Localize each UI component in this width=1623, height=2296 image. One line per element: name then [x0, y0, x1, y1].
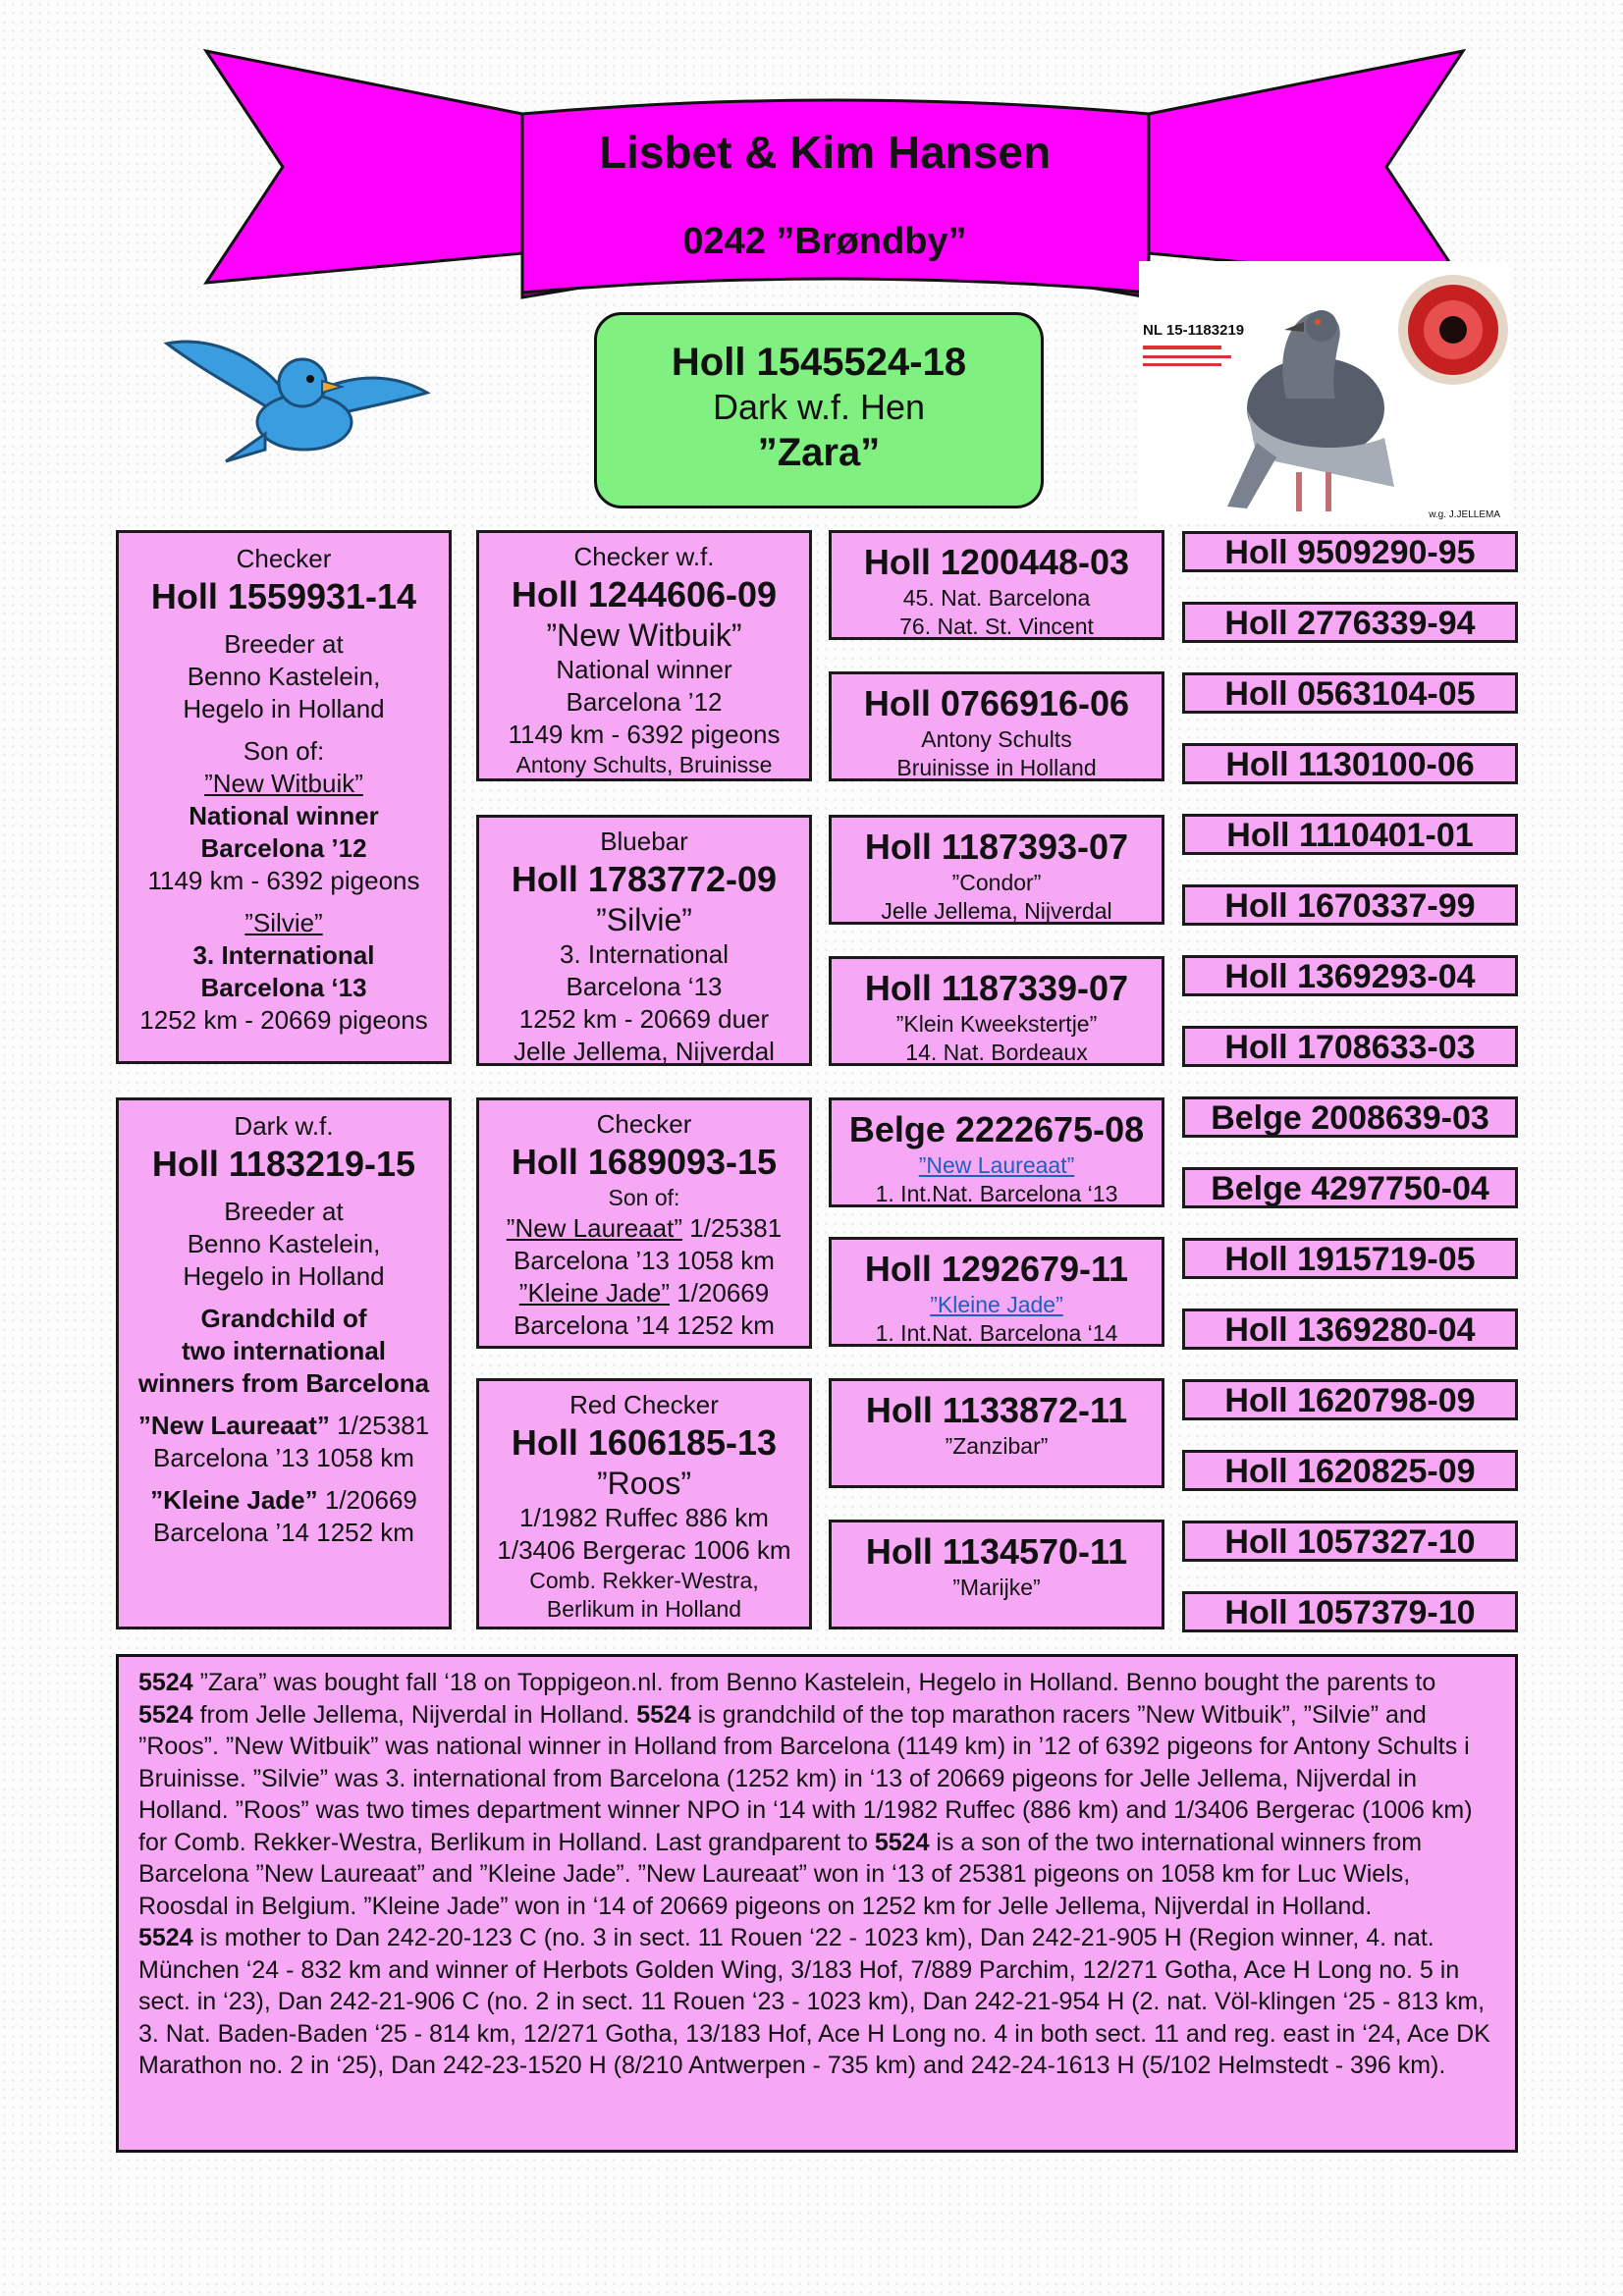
gggp-6: Holl 1670337-99 [1182, 884, 1518, 926]
gp1-line-2: Barcelona ’12 [566, 687, 723, 717]
gggp-9: Belge 2008639-03 [1182, 1096, 1518, 1138]
ggp2-line-1: Antony Schults [921, 726, 1072, 752]
gp-box-2 [476, 815, 812, 1066]
gp4-line-2: 1/3406 Bergerac 1006 km [497, 1535, 791, 1565]
gggp-12: Holl 1369280-04 [1182, 1308, 1518, 1350]
ggp6-name-link[interactable]: ”Kleine Jade” [930, 1292, 1063, 1317]
gp2-color: Bluebar [600, 827, 688, 856]
gp1-line-1: National winner [556, 655, 732, 684]
subject-name: ”Zara” [757, 431, 881, 474]
bluebird-illustration [157, 324, 432, 471]
dam-win2-line: Barcelona ’14 1252 km [153, 1518, 414, 1547]
gp3-p1-name: ”New Laureaat” [506, 1213, 682, 1243]
gp3-p2-result: 1/20669 [676, 1278, 770, 1308]
sire-parent2-line2: Barcelona ‘13 [200, 973, 367, 1002]
notes-box [116, 1654, 1518, 2153]
gp2-ring: Holl 1783772-09 [511, 859, 778, 899]
gp4-line-3: Comb. Rekker-Westra, [529, 1568, 759, 1593]
gp-box-1 [476, 530, 812, 781]
sire-box [116, 530, 452, 1064]
ggp-box-3 [829, 815, 1164, 925]
dam-desc-1: Grandchild of [200, 1304, 367, 1333]
dam-breeder-3: Hegelo in Holland [183, 1261, 385, 1291]
ggp5-line: 1. Int.Nat. Barcelona ‘13 [875, 1181, 1118, 1206]
sire-parent1-line2: Barcelona ’12 [200, 833, 367, 863]
gggp-14: Holl 1620825-09 [1182, 1450, 1518, 1491]
ggp3-line-1: ”Condor” [951, 870, 1042, 895]
ggp-box-7 [829, 1378, 1164, 1488]
dam-win2-result: 1/20669 [324, 1485, 417, 1515]
gp1-line-3: 1149 km - 6392 pigeons [508, 720, 781, 749]
dam-color: Dark w.f. [234, 1111, 334, 1141]
ggp5-ring: Belge 2222675-08 [848, 1109, 1145, 1149]
gp-box-4 [476, 1378, 812, 1629]
gggp-11: Holl 1915719-05 [1182, 1238, 1518, 1279]
dam-box [116, 1097, 452, 1629]
notes-paragraph-2: 5524 is mother to Dan 242-20-123 C (no. 3 in sect. 11 Rouen ‘22 - 1023 km), Dan 242-21-905 H (Region winner, 4. nat. München ‘24 - 832 km and winner of Herbots Golden Wing, 3/183 Hof, 7/889 Parchim, 12/271 Gotha, Ace H Long no. 5 in sect. in ‘23), Dan 242-21-906 C (no. 2 in sect. 11 Rouen ‘23 - 1023 km), Dan 242-21-954 H (2. nat. Völ-klingen ‘25 - 813 km, 3. Nat. Baden-Baden ‘25 - 814 km, 12/271 Gotha, 13/183 Hof, Ace H Long no. 4 in both sect. 11 and reg. east in ‘24, Ace DK Marathon no. 2 in ‘25), Dan 242-23-1520 H (8/210 Antwerpen - 735 km) and 242-24-1613 H (5/102 Helmstedt - 396 km). [138, 1924, 1490, 2079]
sire-breeder-3: Hegelo in Holland [183, 694, 385, 723]
ggp4-line-1: ”Klein Kweekstertje” [895, 1011, 1098, 1037]
gggp-13: Holl 1620798-09 [1182, 1379, 1518, 1420]
ggp5-name-link[interactable]: ”New Laureaat” [918, 1152, 1075, 1178]
ggp2-line-2: Bruinisse in Holland [896, 755, 1097, 780]
sire-son-of: Son of: [243, 736, 325, 766]
gp3-parent2 [479, 1277, 809, 1309]
ggp1-line-1: 45. Nat. Barcelona [902, 585, 1091, 611]
ggp4-ring: Holl 1187339-07 [864, 968, 1129, 1008]
gggp-4: Holl 1130100-06 [1182, 743, 1518, 784]
gp2-name: ”Silvie” [596, 902, 692, 937]
gp1-line-4: Antony Schults, Bruinisse [515, 752, 773, 777]
gggp-8: Holl 1708633-03 [1182, 1026, 1518, 1067]
dam-win1-result: 1/25381 [337, 1411, 430, 1440]
photo-caption: NL 15-1183219 [1143, 322, 1245, 339]
sire-parent1-name: ”New Witbuik” [204, 769, 363, 798]
ggp6-ring: Holl 1292679-11 [864, 1249, 1129, 1289]
gp3-son-of: Son of: [608, 1185, 680, 1210]
dam-breeder-2: Benno Kastelein, [187, 1229, 381, 1258]
photo-credit: w.g. J.JELLEMA [1429, 509, 1500, 520]
gp3-p2-name: ”Kleine Jade” [518, 1278, 670, 1308]
ggp3-line-2: Jelle Jellema, Nijverdal [881, 898, 1112, 924]
dam-win1-line: Barcelona ’13 1058 km [153, 1443, 414, 1472]
ggp-box-5 [829, 1097, 1164, 1207]
breeder-name: Lisbet & Kim Hansen [598, 127, 1052, 178]
gp1-ring: Holl 1244606-09 [511, 574, 778, 614]
sire-ring: Holl 1559931-14 [150, 576, 417, 616]
gp1-color: Checker w.f. [573, 542, 715, 571]
dam-ring: Holl 1183219-15 [151, 1144, 416, 1184]
ggp-box-4 [829, 956, 1164, 1066]
ggp8-line-1: ”Marijke” [952, 1575, 1041, 1600]
gp3-p2-line: Barcelona ’14 1252 km [514, 1310, 775, 1340]
ggp-box-1 [829, 530, 1164, 640]
notes-paragraph-1: 5524 ”Zara” was bought fall ‘18 on Toppigeon.nl. from Benno Kastelein, Hegelo in Holland. Benno bought the parents to 5524 from Jelle Jellema, Nijverdal in Holland. 5524 is grandchild of the top marathon racers ”New Witbuik”, ”Silvie” and ”Roos”. ”New Witbuik” was national winner in Holland from Barcelona (1149 km) in ’12 of 6392 pigeons for Antony Schults i Bruinisse. ”Silvie” was 3. international from Barcelona (1252 km) in ‘13 of 20669 pigeons for Jelle Jellema, Nijverdal in Holland. ”Roos” was two times department winner NPO in ‘14 with 1/1982 Ruffec (886 km) and 1/3406 Bergerac (1006 km) for Comb. Rekker-Westra, Berlikum in Holland. Last grandparent to 5524 is a son of the two international winners from Barcelona ”New Laureaat” and ”Kleine Jade”. ”New Laureaat” won in ‘13 of 25381 pigeons on 1058 km for Luc Wiels, Roosdal in Belgium. ”Kleine Jade” won in ‘14 of 20669 pigeons on 1252 km for Jelle Jellema, Nijverdal in Holland. [138, 1669, 1473, 1920]
ggp-box-6 [829, 1237, 1164, 1347]
subject-color: Dark w.f. Hen [712, 387, 926, 427]
ggp8-ring: Holl 1134570-11 [865, 1531, 1128, 1572]
gp4-line-1: 1/1982 Ruffec 886 km [519, 1503, 769, 1532]
gp3-ring: Holl 1689093-15 [511, 1142, 778, 1182]
dam-desc-2: two international [182, 1336, 386, 1365]
sire-breeder-2: Benno Kastelein, [187, 662, 381, 691]
sire-parent2-name: ”Silvie” [244, 908, 323, 937]
gp1-name: ”New Witbuik” [546, 617, 742, 653]
gggp-1: Holl 9509290-95 [1182, 531, 1518, 572]
dam-win1 [119, 1410, 449, 1442]
pigeon-photo [1139, 261, 1510, 524]
ggp4-line-2: 14. Nat. Bordeaux [905, 1040, 1088, 1065]
gp2-line-4: Jelle Jellema, Nijverdal [514, 1037, 775, 1066]
ggp1-line-2: 76. Nat. St. Vincent [899, 614, 1094, 639]
gp-box-3 [476, 1097, 812, 1349]
dam-desc-3: winners from Barcelona [137, 1368, 430, 1398]
ggp7-ring: Holl 1133872-11 [865, 1390, 1128, 1430]
sire-breeder-1: Breeder at [224, 629, 344, 659]
dam-win1-name: ”New Laureaat” [137, 1411, 330, 1440]
gp2-line-1: 3. International [559, 939, 729, 969]
gp2-line-2: Barcelona ‘13 [566, 972, 723, 1001]
sire-parent2-line3: 1252 km - 20669 pigeons [139, 1005, 428, 1035]
gp4-ring: Holl 1606185-13 [511, 1422, 778, 1463]
dam-breeder-1: Breeder at [224, 1197, 344, 1226]
ggp-box-2 [829, 671, 1164, 781]
gggp-3: Holl 0563104-05 [1182, 672, 1518, 714]
sire-parent1-line3: 1149 km - 6392 pigeons [147, 866, 420, 895]
subject-box [594, 312, 1044, 508]
dam-win2 [119, 1484, 449, 1517]
gp2-line-3: 1252 km - 20669 duer [518, 1004, 770, 1034]
gggp-16: Holl 1057379-10 [1182, 1591, 1518, 1632]
ggp3-ring: Holl 1187393-07 [864, 827, 1129, 867]
ggp7-line-1: ”Zanzibar” [945, 1433, 1049, 1459]
gp4-name: ”Roos” [596, 1466, 691, 1501]
gp3-color: Checker [596, 1109, 692, 1139]
gp4-line-4: Berlikum in Holland [546, 1596, 742, 1622]
gggp-2: Holl 2776339-94 [1182, 602, 1518, 643]
gp4-color: Red Checker [569, 1390, 719, 1419]
sire-parent1-line1: National winner [189, 801, 379, 830]
ggp6-line: 1. Int.Nat. Barcelona ‘14 [875, 1320, 1118, 1346]
ggp1-ring: Holl 1200448-03 [863, 542, 1130, 582]
pigeon-image [1139, 261, 1510, 524]
gggp-10: Belge 4297750-04 [1182, 1167, 1518, 1208]
ggp-box-8 [829, 1520, 1164, 1629]
loft-name: 0242 ”Brøndby” [682, 221, 967, 262]
gggp-5: Holl 1110401-01 [1182, 814, 1518, 855]
dam-win2-name: ”Kleine Jade” [150, 1485, 318, 1515]
subject-ring: Holl 1545524-18 [671, 341, 967, 384]
gp3-p1-result: 1/25381 [689, 1213, 783, 1243]
gp3-p1-line: Barcelona ’13 1058 km [514, 1246, 775, 1275]
gggp-7: Holl 1369293-04 [1182, 955, 1518, 996]
sire-color: Checker [236, 544, 332, 573]
gggp-15: Holl 1057327-10 [1182, 1521, 1518, 1562]
sire-parent2-line1: 3. International [192, 940, 375, 970]
ggp2-ring: Holl 0766916-06 [863, 683, 1130, 723]
gp3-parent1 [479, 1212, 809, 1245]
